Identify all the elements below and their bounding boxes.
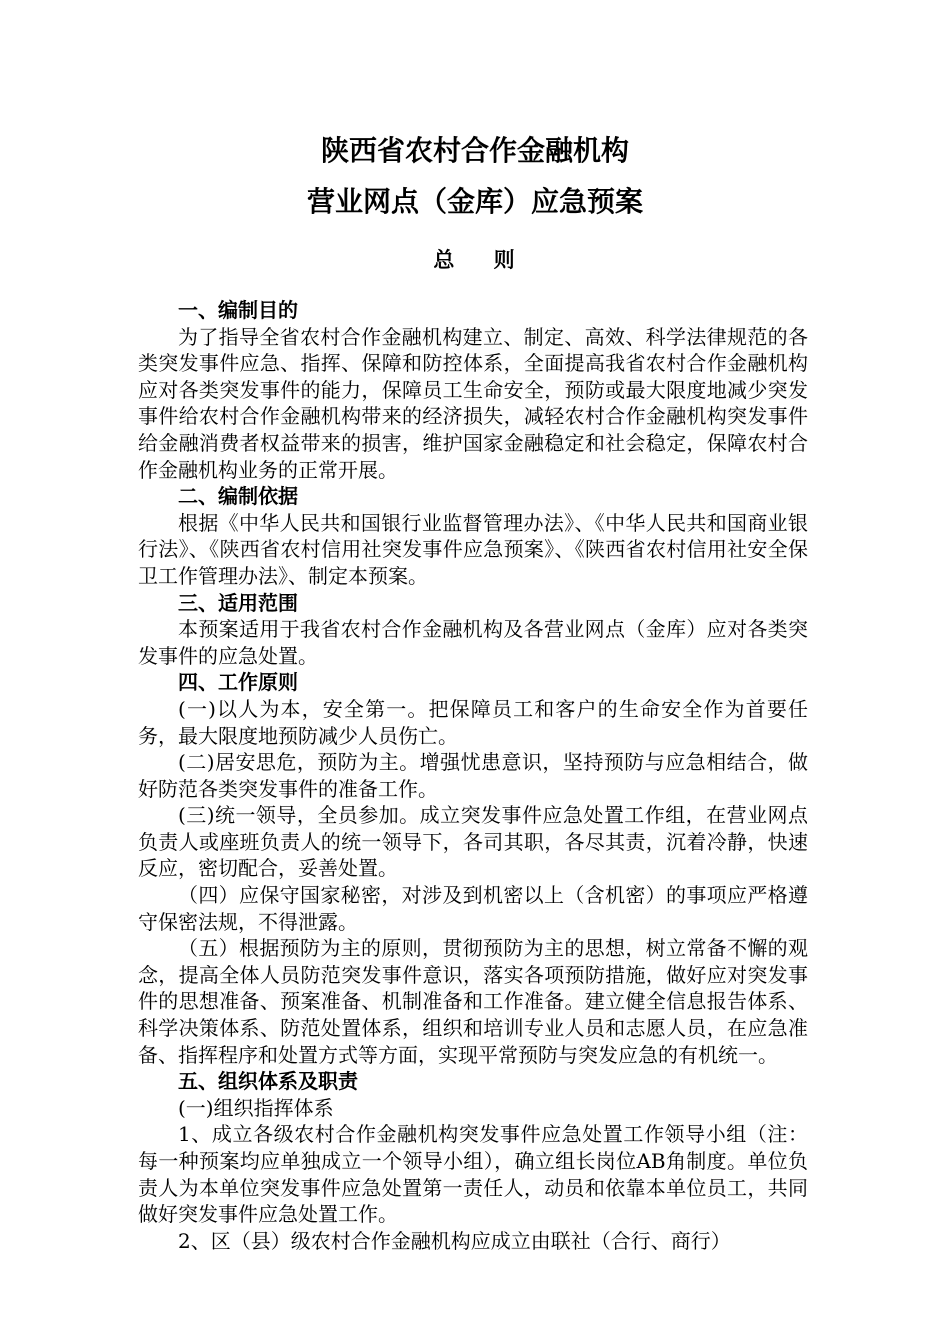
paragraph: (一)组织指挥体系 (178, 1095, 334, 1120)
section-subheading: 二、编制依据 (178, 484, 298, 509)
section-subheading: 四、工作原则 (178, 670, 298, 695)
paragraph: （五）根据预防为主的原则，贯彻预防为主的思想，树立常备不懈的观念，提高全体人员防范突发事件意识，落实各项预防措施，做好应对突发事件的思想准备、预案准备、机制准备和工作准备。建立健全信息报告体系、科学决策体系、防范处置体系，组织和培训专业人员和志愿人员，在应急准备、指挥程序和处置方式等方面，实现平常预防与突发应急的有机统一。 (138, 936, 808, 1067)
section-heading: 总 则 (433, 248, 517, 272)
paragraph: （四）应保守国家秘密，对涉及到机密以上（含机密）的事项应严格遵守保密法规，不得泄露。 (138, 883, 808, 934)
document-body (138, 297, 808, 1254)
paragraph: 1、成立各级农村合作金融机构突发事件应急处置工作领导小组（注：每一种预案均应单独成立一个领导小组），确立组长岗位AB角制度。单位负责人为本单位突发事件应急处置第一责任人，动员和依靠本单位员工，共同做好突发事件应急处置工作。 (138, 1122, 808, 1227)
document-title-line1: 陕西省农村合作金融机构 (320, 134, 629, 167)
paragraph: (一)以人为本，安全第一。把保障员工和客户的生命安全作为首要任务，最大限度地预防减少人员伤亡。 (138, 696, 808, 748)
paragraph: 本预案适用于我省农村合作金融机构及各营业网点（金库）应对各类突发事件的应急处置。 (138, 617, 808, 668)
paragraph: (二)居安思危，预防为主。增强忧患意识，坚持预防与应急相结合，做好防范各类突发事件的准备工作。 (138, 750, 808, 801)
document-title-line2: 营业网点（金库）应急预案 (306, 185, 643, 218)
paragraph: (三)统一领导，全员参加。成立突发事件应急处置工作组，在营业网点负责人或座班负责人的统一领导下，各司其职，各尽其责，沉着冷静，快速反应，密切配合，妥善处置。 (138, 803, 808, 881)
section-subheading: 一、编制目的 (178, 298, 298, 322)
section-subheading: 五、组织体系及职责 (178, 1069, 358, 1094)
paragraph: 2、区（县）级农村合作金融机构应成立由联社（合行、商行） (178, 1228, 731, 1253)
paragraph: 为了指导全省农村合作金融机构建立、制定、高效、科学法律规范的各类突发事件应急、指挥、保障和防控体系，全面提高我省农村合作金融机构应对各类突发事件的能力，保障员工生命安全，预防或最大限度地减少突发事件给农村合作金融机构带来的经济损失，减轻农村合作金融机构突发事件给金融消费者权益带来的损害，维护国家金融稳定和社会稳定，保障农村合作金融机构业务的正常开展。 (138, 324, 808, 482)
section-subheading: 三、适用范围 (178, 590, 298, 615)
paragraph: 根据《中华人民共和国银行业监督管理办法》、《中华人民共和国商业银行法》、《陕西省农村信用社突发事件应急预案》、《陕西省农村信用社安全保卫工作管理办法》、制定本预案。 (138, 510, 808, 588)
